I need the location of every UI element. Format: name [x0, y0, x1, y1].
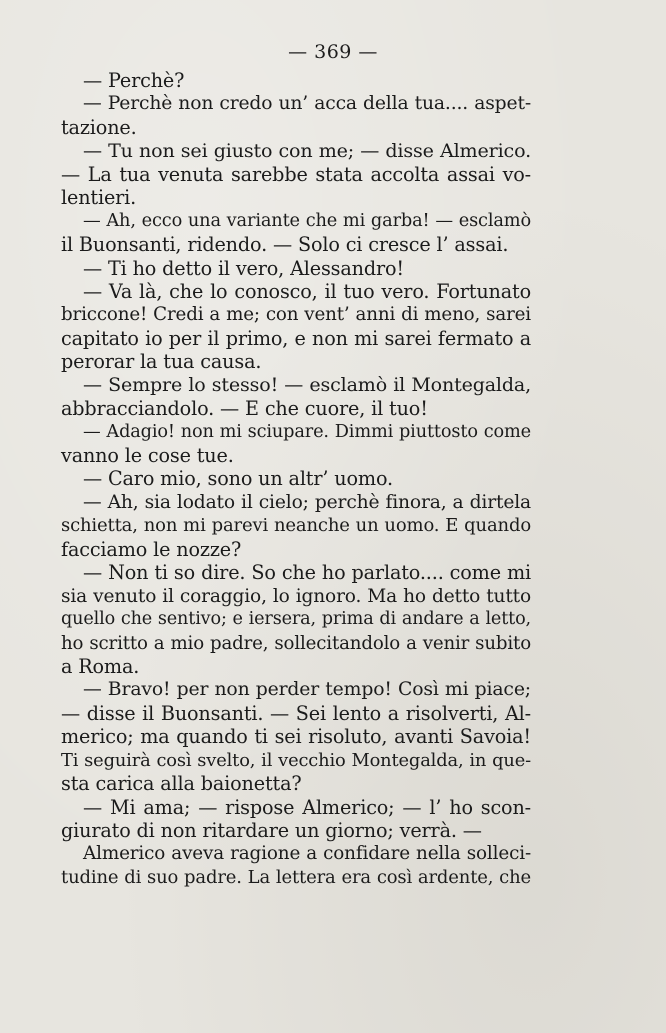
text-line: briccone! Credi a me; con vent’ anni di meno, sarei — [61, 304, 531, 326]
text-line: — Tu non sei giusto con me; — disse Almerico. — [83, 139, 531, 163]
body-text — [61, 69, 531, 889]
text-line: vanno le cose tue. — [61, 444, 234, 467]
text-line: schietta, non mi parevi neanche un uomo. E quando — [61, 515, 531, 537]
text-line: — Ti ho detto il vero, Alessandro! — [83, 256, 404, 280]
text-line: — Bravo! per non perder tempo! Così mi piace; — [83, 679, 531, 701]
page-number: — 369 — — [288, 41, 378, 63]
text-line: quello che sentivo; e iersera, prima di andare a letto, — [61, 609, 531, 630]
text-line: — Caro mio, sono un altr’ uomo. — [83, 467, 393, 491]
text-line: — Va là, che lo conosco, il tuo vero. Fortunato — [83, 279, 531, 303]
text-line: Ti seguirà così svelto, il vecchio Montegalda, in que- — [61, 749, 531, 771]
text-line: merico; ma quando ti sei risoluto, avanti Savoia! — [61, 725, 531, 749]
text-line: perorar la tua causa. — [61, 350, 262, 374]
text-line: — Mi ama; — rispose Almerico; — l’ ho scon- — [83, 795, 531, 819]
text-line: Almerico aveva ragione a confidare nella solleci- — [83, 843, 531, 865]
text-line: — Sempre lo stesso! — esclamò il Montegalda, — [83, 373, 531, 396]
text-line: tudine di suo padre. La lettera era così ardente, che — [61, 866, 531, 888]
text-line: lentieri. — [61, 186, 137, 210]
text-line: — Non ti so dire. So che ho parlato.... come mi — [83, 561, 531, 585]
text-line: abbracciandolo. — E che cuore, il tuo! — [61, 397, 428, 421]
text-line: giurato di non ritardare un giorno; verrà. — — [61, 819, 482, 842]
text-line: — Ah, sia lodato il cielo; perchè finora, a dirtela — [83, 491, 531, 513]
text-line: — Adagio! non mi sciupare. Dimmi piuttosto come — [83, 421, 531, 442]
text-line: ho scritto a mio padre, sollecitandolo a venir subito — [61, 632, 531, 654]
text-line: — Perchè? — [83, 69, 185, 92]
text-line: — La tua venuta sarebbe stata accolta assai vo- — [61, 162, 531, 186]
text-line: tazione. — [61, 115, 137, 139]
text-line: sia venuto il coraggio, lo ignoro. Ma ho detto tutto — [61, 585, 531, 607]
text-line: a Roma. — [61, 654, 140, 678]
text-line: — disse il Buonsanti. — Sei lento a risolverti, Al- — [61, 701, 531, 725]
text-line: facciamo le nozze? — [61, 537, 242, 561]
text-line: capitato io per il primo, e non mi sarei fermato a — [61, 326, 531, 350]
text-line: — Perchè non credo un’ acca della tua.... aspet- — [83, 93, 531, 115]
text-line: — Ah, ecco una variante che mi garba! — esclamò — [83, 210, 531, 231]
text-line: il Buonsanti, ridendo. — Solo ci cresce l’ assai. — [61, 233, 509, 257]
text-line: sta carica alla baionetta? — [61, 772, 302, 796]
